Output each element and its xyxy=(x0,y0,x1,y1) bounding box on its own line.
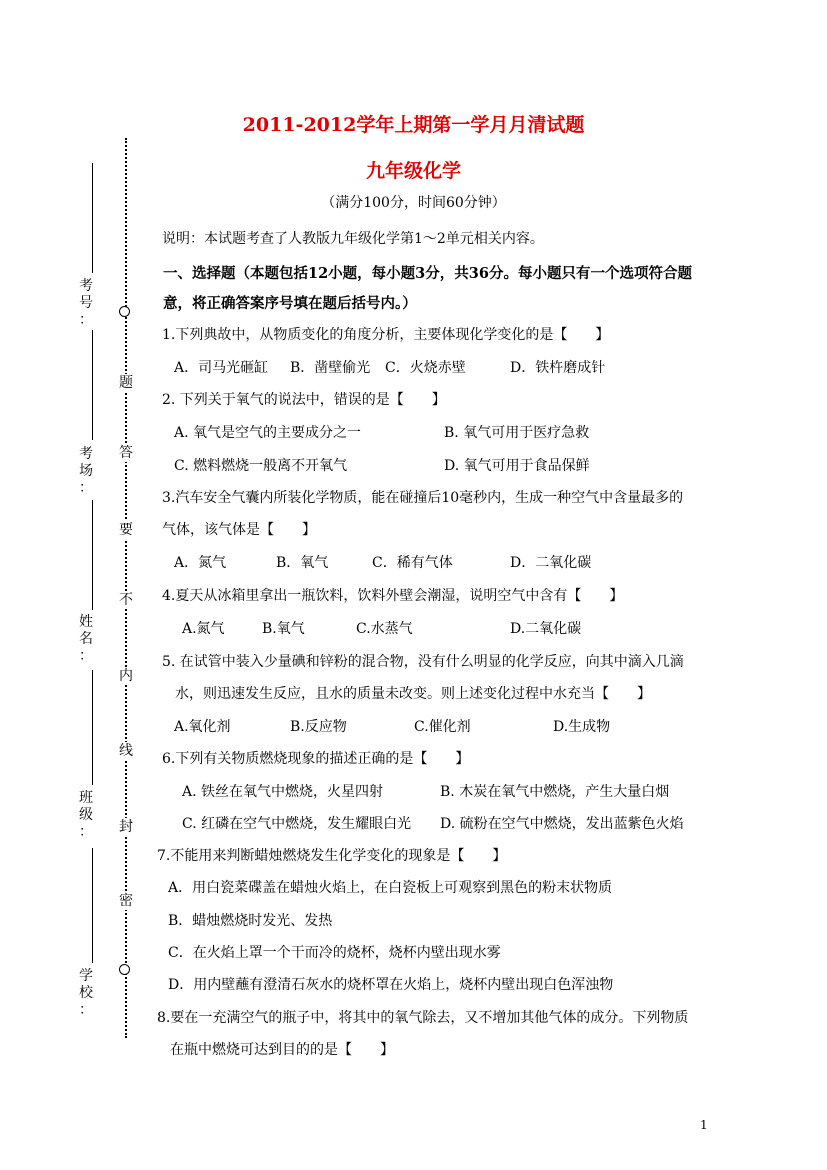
question-stem-cont: 在瓶中燃烧可达到目的的是【 】 xyxy=(170,1042,394,1058)
option: B.氧气 xyxy=(262,621,305,637)
seal-char: 内 xyxy=(119,668,133,684)
page-number: 1 xyxy=(700,1118,708,1132)
option: D．铁杵磨成针 xyxy=(510,360,606,376)
option: A.氧化剂 xyxy=(174,719,231,735)
seal-char: 要 xyxy=(119,522,133,538)
option: D. 硫粉在空气中燃烧，发出蓝紫色火焰 xyxy=(440,816,684,832)
seal-char: 密 xyxy=(119,893,133,909)
option: C.催化剂 xyxy=(414,719,471,735)
option: D．二氧化碳 xyxy=(510,555,592,571)
option: B. 氧气可用于医疗急救 xyxy=(444,425,590,441)
option: A. 氧气是空气的主要成分之一 xyxy=(174,425,362,441)
question-stem-cont: 水，则迅速发生反应，且水的质量未改变。则上述变化过程中水充当【 】 xyxy=(175,686,651,702)
option: B．氧气 xyxy=(276,555,329,571)
field-label-name: 姓 名 ： xyxy=(79,614,93,664)
option: C．稀有气体 xyxy=(372,555,453,571)
seal-char: 题 xyxy=(119,375,133,391)
option: D．用内壁蘸有澄清石灰水的烧杯罩在火焰上，烧杯内壁出现白色浑浊物 xyxy=(168,977,614,993)
option: C．火烧赤壁 xyxy=(385,360,466,376)
option: C．在火焰上罩一个干而冷的烧杯，烧杯内壁出现水雾 xyxy=(168,945,501,961)
exam-title: 2011-2012学年上期第一学月月清试题 xyxy=(242,114,585,136)
option: C. 燃料燃烧一般离不开氧气 xyxy=(174,458,348,474)
option: A. 铁丝在氧气中燃烧，火星四射 xyxy=(182,784,384,800)
section-heading-cont: 意，将正确答案序号填在题后括号内。） xyxy=(163,295,417,312)
field-line-name xyxy=(92,500,93,610)
option: C. 红磷在空气中燃烧，发生耀眼白光 xyxy=(182,816,412,832)
field-label-exam-room: 考 场 ： xyxy=(79,446,93,496)
field-line-school xyxy=(92,848,93,963)
option: B. 木炭在氧气中燃烧，产生大量白烟 xyxy=(440,784,670,800)
seal-char: 答 xyxy=(119,445,133,461)
option: D.生成物 xyxy=(553,719,611,735)
question-stem: 7.不能用来判断蜡烛燃烧发生化学变化的现象是【 】 xyxy=(157,848,507,864)
seal-char: 封 xyxy=(119,819,133,835)
field-label-school: 学 校 ： xyxy=(79,968,93,1018)
option: B.反应物 xyxy=(290,719,347,735)
question-stem: 8.要在一充满空气的瓶子中，将其中的氧气除去，又不增加其他气体的成分。下列物质 xyxy=(157,1010,689,1026)
field-line-class xyxy=(92,670,93,785)
seal-char: 线 xyxy=(119,743,133,759)
option: A.氮气 xyxy=(182,621,225,637)
option: B．凿壁偷光 xyxy=(290,360,371,376)
binding-circle-top-icon xyxy=(119,306,130,317)
seal-char: 不 xyxy=(119,592,133,608)
exam-description: 说明：本试题考查了人教版九年级化学第1～2单元相关内容。 xyxy=(162,231,544,247)
question-stem: 4.夏天从冰箱里拿出一瓶饮料，饮料外壁会潮湿，说明空气中含有【 】 xyxy=(162,588,624,604)
option: A．用白瓷菜碟盖在蜡烛火焰上，在白瓷板上可观察到黑色的粉末状物质 xyxy=(168,880,613,896)
option: C.水蒸气 xyxy=(356,621,413,637)
option: D. 氧气可用于食品保鲜 xyxy=(444,458,590,474)
question-stem: 1.下列典故中，从物质变化的角度分析，主要体现化学变化的是【 】 xyxy=(162,327,610,343)
option: A．司马光砸缸 xyxy=(174,360,269,376)
option: A．氮气 xyxy=(174,555,227,571)
field-label-class: 班 级 ： xyxy=(79,790,93,840)
section-heading: 一、选择题（本题包括12小题，每小题3分，共36分。每小题只有一个选项符合题 xyxy=(163,265,692,282)
binding-circle-bottom-icon xyxy=(119,964,130,975)
option: D.二氧化碳 xyxy=(510,621,582,637)
exam-note: （满分100分，时间60分钟） xyxy=(321,195,506,211)
question-stem: 2. 下列关于氧气的说法中，错误的是【 】 xyxy=(162,392,446,408)
field-label-exam-number: 考 号 ： xyxy=(79,278,93,328)
question-stem-cont: 气体，该气体是【 】 xyxy=(162,522,316,538)
field-line-exam-room xyxy=(92,330,93,440)
option: B．蜡烛燃烧时发光、发热 xyxy=(168,913,333,929)
question-stem: 3.汽车安全气囊内所装化学物质，能在碰撞后10毫秒内，生成一种空气中含量最多的 xyxy=(162,490,684,506)
question-stem: 6.下列有关物质燃烧现象的描述正确的是【 】 xyxy=(162,751,470,767)
exam-subtitle: 九年级化学 xyxy=(365,160,461,182)
question-stem: 5. 在试管中装入少量碘和锌粉的混合物，没有什么明显的化学反应，向其中滴入几滴 xyxy=(162,654,684,670)
